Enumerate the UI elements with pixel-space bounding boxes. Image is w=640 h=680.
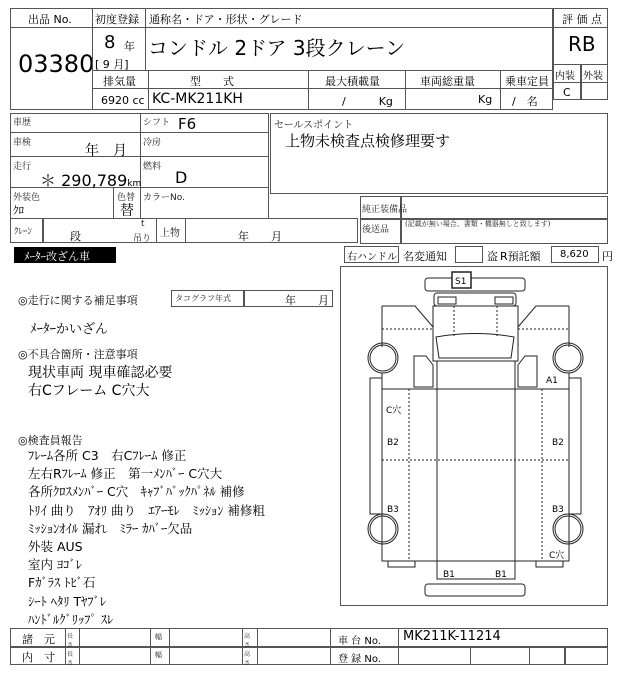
inspector-item: Fｶﾞﾗｽ ﾄﾋﾞ石 [28,575,96,591]
mark-b3-left: B3 [387,505,399,515]
inspection-value: 年 月 [85,143,127,159]
mark-c-right: C穴 [549,551,565,561]
name-label: 通称名・ドア・形状・グレード [149,13,303,26]
vehicle-diagram [340,266,608,606]
height-label: 高さ [244,651,251,667]
inspector-item: ﾐｯｼｮﾝｵｲﾙ 漏れ ﾐﾗｰ ｶﾊﾞｰ欠品 [28,520,193,536]
later-note: (記載が無い場合、書類・機器無しと致します) [405,220,551,228]
body-date: 年 月 [238,230,282,243]
mileage-note: ﾒｰﾀｰかいざん [30,322,109,337]
reg-year: 8 [104,32,116,53]
color-change-label: 色替 [117,193,136,203]
color-change-value: 替 [120,203,134,219]
crane-label: ｸﾚｰﾝ [14,227,33,237]
max-load-label: 最大積載量 [325,75,380,88]
tacho-value: 年 月 [285,294,329,307]
inner-label: 内 寸 [22,651,55,664]
capacity-label: 乗車定員 [505,75,549,88]
crane-lift: 吊り [133,234,152,244]
shift-label: シフト [143,118,171,128]
inspector-item: 外装 AUS [28,539,83,555]
displacement-label: 排気量 [103,75,136,88]
color-no-label: カラーNo. [143,193,185,203]
km-unit: km [127,179,142,189]
defect-item: 現状車両 現車確認必要 [28,365,173,381]
mileage-value [40,168,141,191]
sales-point-label: セールスポイント [274,120,354,131]
inspection-label: 車検 [13,138,32,148]
body-label: 上物 [160,228,180,239]
shift-value: F6 [178,115,197,133]
mark-s1: S1 [455,277,467,287]
color-label: 外装色 [13,193,41,203]
later-label: 後送品 [362,225,390,235]
equipment-label: 純正装備品 [362,205,408,215]
spec-label: 諸 元 [22,633,55,646]
inspector-item: ﾌﾚｰﾑ各所 C3 右Cﾌﾚｰﾑ 修正 [28,448,187,463]
name-change-box [455,246,483,263]
inspector-item: 各所ｸﾛｽﾒﾝﾊﾞｰ C穴 ｷｬﾌﾞﾊﾞｯｸﾊﾟﾈﾙ 補修 [28,484,245,500]
color-value: ｸﾛ [13,204,24,217]
reg-month: [ 9 月] [95,58,129,71]
length-label: 長さ [67,651,74,667]
crane-stage: 段 [70,230,81,243]
recycle-amount: 8,620 [560,249,589,260]
tacho-label: タコグラフ年式 [175,294,231,303]
month-unit: 月 [113,58,125,71]
vehicle-name: コンドル 2ドア 3段クレーン [148,36,406,60]
mark-a1: A1 [546,376,558,386]
sales-point-text: 上物未検査点検修理要す [285,132,451,150]
grade-label: 評 価 点 [562,13,602,26]
mileage-label: 走行 [13,162,32,172]
mark-b3-right: B3 [552,505,564,515]
grade-score: RB [568,32,596,56]
mark-b2-right: B2 [552,438,564,448]
recycle-label: R預託額 [500,250,541,263]
reg-label: 登 録 No. [338,654,381,665]
fuel-label: 燃料 [143,162,162,172]
meter-tampered-badge: ﾒｰﾀｰ改ざん車 [14,247,116,263]
inspector-item: ﾊﾝﾄﾞﾙｸﾞﾘｯﾌﾟ ｽﾚ [28,611,114,627]
inspector-item: ﾄﾘｲ 曲り ｱｵﾘ 曲り ｴｱｰﾓﾚ ﾐｯｼｮﾝ 補修粗 [28,502,265,518]
inspector-title: ◎検査員報告 [18,434,83,447]
ac-label: 冷房 [143,138,162,148]
chassis-label: 車 台 No. [338,636,381,647]
theft-label: 盗 [487,250,498,263]
width-label: 幅 [155,633,162,641]
inspector-list [28,447,265,629]
defects-title: ◎不具合箇所・注意事項 [18,348,138,361]
displacement: 6920 cc [101,94,145,107]
mark-b1-left: B1 [443,570,455,580]
fuel-value: D [175,168,188,187]
mark-b1-right: B1 [495,570,507,580]
inspector-item: 左右Rﾌﾚｰﾑ 修正 第一ﾒﾝﾊﾞｰ C穴大 [28,466,223,482]
model-label: 型 式 [190,75,234,88]
capacity: / 名 [512,95,538,108]
inspector-item: 室内 ﾖｺﾞﾚ [28,557,82,573]
exterior-label: 外装 [583,71,603,82]
reg-month-value: 9 [102,58,110,71]
yen-unit: 円 [602,250,613,263]
lot-label: 出品 No. [28,13,72,26]
gross-weight: Kg [478,93,493,106]
interior-label: 内装 [555,71,575,82]
max-load: / Kg [342,95,393,108]
inspector-item: ｼｰﾄ ﾍﾀﾘ Tﾔﾌﾞﾚ [28,593,107,609]
mileage-note-title: ◎走行に関する補足事項 [18,294,138,307]
crane-t: t [141,219,145,229]
mark-b2-left: B2 [387,438,399,448]
year-unit: 年 [124,40,135,53]
mileage-number: ＊ 290,789 [40,171,128,190]
truck-outline [341,267,609,607]
gross-weight-label: 車両総重量 [420,75,475,88]
name-change-label: 名変通知 [403,250,447,263]
model-code: KC-MK211KH [152,91,243,107]
height-label: 高さ [244,633,251,649]
interior-grade: C [563,86,571,99]
lot-number: 03380 [18,50,95,78]
defect-item: 右Cフレーム C穴大 [28,383,150,399]
first-reg-label: 初度登録 [95,13,139,26]
mark-c-left: C穴 [386,406,402,416]
steering-text: 右ハンドル [347,252,397,263]
history-label: 車歴 [13,118,32,128]
chassis-number: MK211K-11214 [403,629,501,644]
length-label: 長さ [67,633,74,649]
width-label: 幅 [155,651,162,659]
